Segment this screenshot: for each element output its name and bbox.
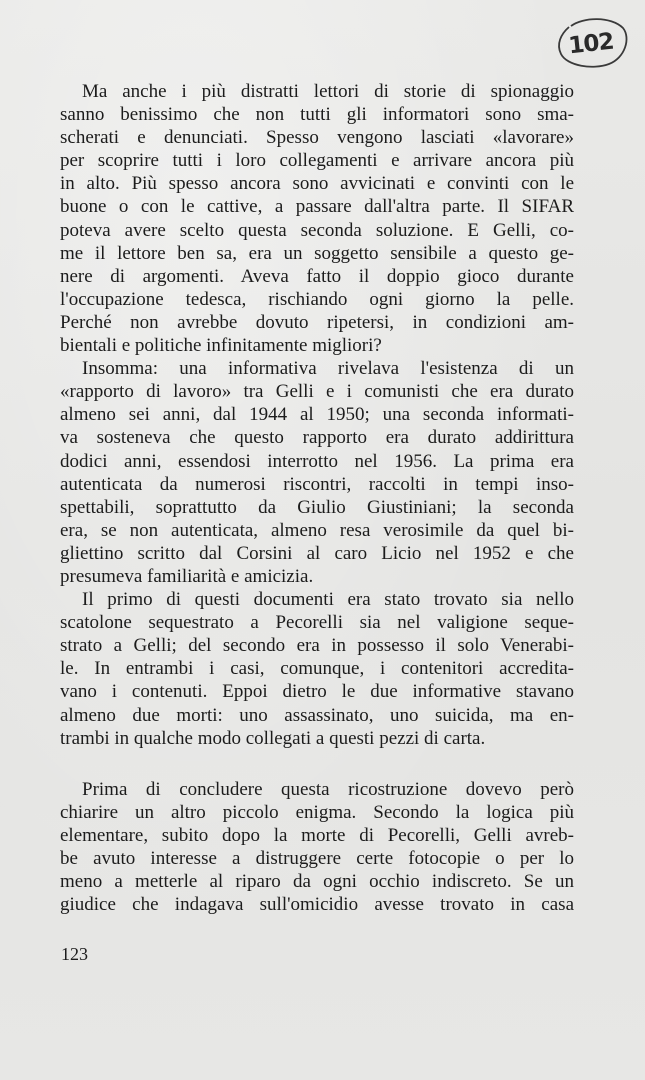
text-line: buone o con le cattive, a passare dall'altra parte. Il SIFAR [60, 196, 574, 218]
text-line: «rapporto di lavoro» tra Gelli e i comunisti che era durato [60, 381, 574, 403]
text-line: poteva avere scelto questa seconda soluzione. E Gelli, co- [60, 219, 574, 241]
text-line: Ma anche i più distratti lettori di storie di spionaggio [82, 81, 574, 102]
text-line: va sosteneva che questo rapporto era durato addirittura [60, 427, 574, 449]
text-line: in alto. Più spesso ancora sono avvicinati e convinti con le [60, 173, 574, 195]
text-line: be avuto interesse a distruggere certe fotocopie o per lo [60, 848, 574, 869]
text-line: trambi in qualche modo collegati a questi pezzi di carta. [60, 727, 486, 749]
text-line: gliettino scritto dal Corsini al caro Licio nel 1952 e che [60, 542, 574, 564]
text-line: le. In entrambi i casi, comunque, i contenitori accredita- [60, 658, 574, 680]
text-line: almeno due morti: uno assassinato, uno suicida, ma en- [60, 704, 574, 726]
text-line: spettabili, soprattutto da Giulio Giustiniani; la seconda [60, 496, 574, 518]
text-line: scherati e denunciati. Spesso vengono lasciati «lavorare» [60, 127, 574, 149]
page-number: 123 [61, 944, 88, 964]
text-line: sanno benissimo che non tutti gli informatori sono sma- [60, 104, 574, 126]
text-line: Prima di concludere questa ricostruzione dovevo però [82, 778, 574, 800]
stamp-number: 102 [567, 28, 615, 60]
text-line: me il lettore ben sa, era un soggetto sensibile a questo ge- [60, 242, 574, 264]
handwritten-page-number-stamp [553, 14, 629, 72]
text-line: dodici anni, essendosi interrotto nel 1956. La prima era [60, 450, 574, 472]
text-line: giudice che indagava sull'omicidio avesse trovato in casa [60, 894, 574, 916]
text-line: bientali e politiche infinitamente migliori? [60, 335, 382, 357]
text-line: Perché non avrebbe dovuto ripetersi, in condizioni am- [60, 311, 574, 333]
text-line: per scoprire tutti i loro collegamenti e arrivare ancora più [60, 150, 574, 172]
text-line: presumeva familiarità e amicizia. [60, 565, 314, 587]
text-line: autenticata da numerosi riscontri, raccolti in tempi inso- [60, 473, 574, 495]
text-line: almeno sei anni, dal 1944 al 1950; una seconda informati- [60, 404, 574, 426]
body-text [60, 80, 574, 916]
text-line: elementare, subito dopo la morte di Pecorelli, Gelli avreb- [60, 824, 574, 846]
section-break [60, 750, 574, 778]
text-line: vano i contenuti. Eppoi dietro le due informative stavano [60, 681, 574, 703]
text-line: l'occupazione tedesca, rischiando ogni giorno la pelle. [60, 288, 574, 310]
text-line: scatolone sequestrato a Pecorelli sia nel valigione seque- [60, 612, 574, 634]
text-line: chiarire un altro piccolo enigma. Secondo la logica più [60, 801, 574, 823]
text-line: meno a metterle al riparo da ogni occhio indiscreto. Se un [60, 871, 574, 893]
text-line: era, se non autenticata, almeno resa verosimile da quel bi- [60, 519, 574, 541]
text-line: strato a Gelli; del secondo era in possesso il solo Venerabi- [60, 635, 574, 657]
text-line: nere di argomenti. Aveva fatto il doppio gioco durante [60, 265, 574, 287]
text-line: Il primo di questi documenti era stato trovato sia nello [82, 589, 574, 611]
text-line: Insomma: una informativa rivelava l'esistenza di un [82, 358, 574, 380]
